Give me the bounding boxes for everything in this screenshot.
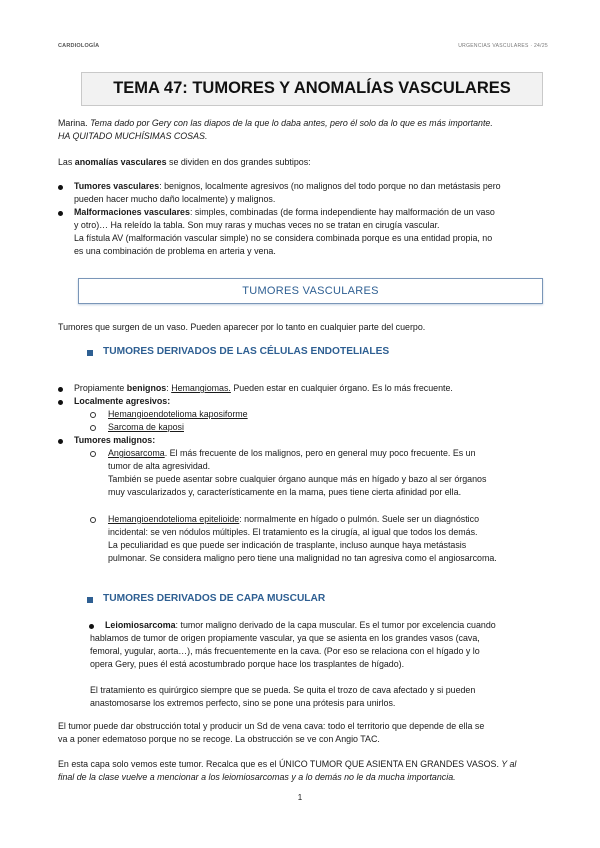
bullet-dot (58, 439, 63, 444)
header-course: URGENCIAS VASCULARES · 24/25 (458, 43, 548, 49)
intro-paragraph (58, 156, 311, 169)
treatment-line-2: anastomosarse los extremos perfecto, sino se pone una prótesis para unirlos. (90, 698, 396, 708)
type-2-line-1 (74, 206, 495, 219)
type-2-text: : simples, combinadas (de forma independiente hay malformación de un vaso (189, 207, 495, 217)
type-2-line-2: y otro)… Ha releído la tabla. Son muy raras y muchas veces no se tratan en cirugía vascular. (74, 220, 440, 230)
type-2-line-4: es una combinación de problema en arteria y vena. (74, 246, 276, 256)
leio-line-1 (90, 619, 496, 632)
closing-line-2: final de la clase vuelve a mencionar a los leiomiosarcomas y a lo demás no le da mucha importancia. (58, 772, 456, 782)
bullet-dot (58, 400, 63, 405)
hemangioendotelioma-term: Hemangioendotelioma epitelioide (108, 514, 240, 524)
leio-text-1: : tumor maligno derivado de la capa muscular. Es el tumor por excelencia cuando (175, 620, 496, 630)
bullet-dot (58, 387, 63, 392)
local-item-2: Sarcoma de kaposi (108, 422, 184, 432)
treatment-line-1: El tratamiento es quirúrgico siempre que se pueda. Se quita el trozo de cava afectado y si pueden (90, 685, 476, 695)
subheading-endothelial: TUMORES DERIVADOS DE LAS CÉLULAS ENDOTELIALES (103, 346, 390, 357)
note-text-1: Tema dado por Gery con las diapos de la que lo daba antes, pero él solo da lo que es más importante. (90, 118, 493, 128)
benign-bold: benignos (126, 383, 167, 393)
section-title: TUMORES VASCULARES (242, 285, 379, 297)
angio-line-2: tumor de alta agresividad. (108, 461, 211, 471)
circle-bullet-icon (90, 451, 96, 457)
bullet-dot (58, 211, 63, 216)
type-2-line-3: La fístula AV (malformación vascular simple) no se considera combinada porque es una entidad propia, no (74, 233, 493, 243)
circle-bullet-icon (90, 412, 96, 418)
square-bullet-icon (87, 597, 93, 603)
benign-post: Pueden estar en cualquier órgano. Es lo más frecuente. (230, 383, 453, 393)
intro-post: se dividen en dos grandes subtipos: (166, 157, 311, 167)
closing-plain: En esta capa solo vemos este tumor. Recalca que es el ÚNICO TUMOR QUE ASIENTA EN GRANDES VASOS. (58, 759, 499, 769)
bullet-dot (58, 185, 63, 190)
leio-bold: Leiomiosarcoma (105, 620, 176, 630)
benign-colon: : (166, 383, 172, 393)
benign-line (74, 382, 453, 395)
hemangio-line-1 (108, 513, 479, 526)
obstruction-line-2: va a poner edematoso porque no se recoge. La obstrucción se ve con Angio TAC. (58, 734, 380, 744)
subheading-muscular: TUMORES DERIVADOS DE CAPA MUSCULAR (103, 593, 326, 604)
angiosarcoma-term: Angiosarcoma (108, 448, 165, 458)
section-intro: Tumores que surgen de un vaso. Pueden aparecer por lo tanto en cualquier parte del cuerpo. (58, 322, 426, 332)
note-line-1 (58, 117, 493, 130)
leio-line-2: hablamos de tumor de origen propiamente vascular, ya que se asienta en los grandes vasos (cava, (90, 633, 480, 643)
malign-label: Tumores malignos: (74, 435, 156, 445)
type-1-line-2: pueden hacer mucho daño localmente) y malignos. (74, 194, 276, 204)
benign-pre: Propiamente (74, 383, 127, 393)
circle-bullet-icon (90, 425, 96, 431)
leio-line-4: opera Gery, pues él está acostumbrado porque hace los trasplantes de hígado). (90, 659, 405, 669)
obstruction-line-1: El tumor puede dar obstrucción total y producir un Sd de vena cava: todo el territorio que depende de ella se (58, 721, 485, 731)
page-title: TEMA 47: TUMORES Y ANOMALÍAS VASCULARES (113, 79, 511, 97)
angio-line-1 (108, 447, 476, 460)
page-number: 1 (297, 793, 303, 802)
type-1-text: : benignos, localmente agresivos (no malignos del todo porque no dan metástasis pero (159, 181, 501, 191)
hemangiomas-term: Hemangiomas. (171, 383, 231, 393)
closing-line-1 (58, 758, 516, 771)
section-box (78, 278, 543, 304)
leio-line-3: femoral, yugular, aorta…), más frecuentemente en la cava. (Por eso se relaciona con el hígado y lo (90, 646, 480, 656)
type-2-bold: Malformaciones vasculares (74, 207, 190, 217)
local-item-1: Hemangioendotelioma kaposiforme (108, 409, 248, 419)
hemangio-line-3: La peculiaridad es que puede ser indicación de trasplante, incluso aunque haya metástasis (108, 540, 467, 550)
angio-text-1: . El más frecuente de los malignos, pero en general muy poco frecuente. Es un (164, 448, 476, 458)
type-1-bold: Tumores vasculares (74, 181, 160, 191)
angio-line-3: También se puede asentar sobre cualquier órgano aunque más en hígado y bazo al ser órganos (108, 474, 487, 484)
title-box (81, 72, 543, 106)
intro-bold: anomalías vasculares (74, 157, 167, 167)
angio-line-4: muy vascularizados y, característicamente en la mama, pues tiene cierta afinidad por ella. (108, 487, 462, 497)
header-subject: CARDIOLOGÍA (58, 43, 100, 49)
closing-italic-1: Y al (498, 759, 517, 769)
hemangio-line-4: pulmonar. Se considera maligno pero tiene una malignidad no tan agresiva como el angiosarcoma. (108, 553, 497, 563)
hemangio-line-2: incidental: se ven nódulos múltiples. El tratamiento es la cirugía, al igual que todos los demás. (108, 527, 478, 537)
note-line-2: HA QUITADO MUCHÍSIMAS COSAS. (58, 131, 208, 141)
hemangio-text-1: : normalmente en hígado o pulmón. Suele ser un diagnóstico (239, 514, 480, 524)
type-1-line-1 (74, 180, 501, 193)
intro-pre: Las (58, 157, 75, 167)
local-label: Localmente agresivos: (74, 396, 171, 406)
square-bullet-icon (87, 350, 93, 356)
circle-bullet-icon (90, 517, 96, 523)
note-author: Marina. (58, 118, 88, 128)
